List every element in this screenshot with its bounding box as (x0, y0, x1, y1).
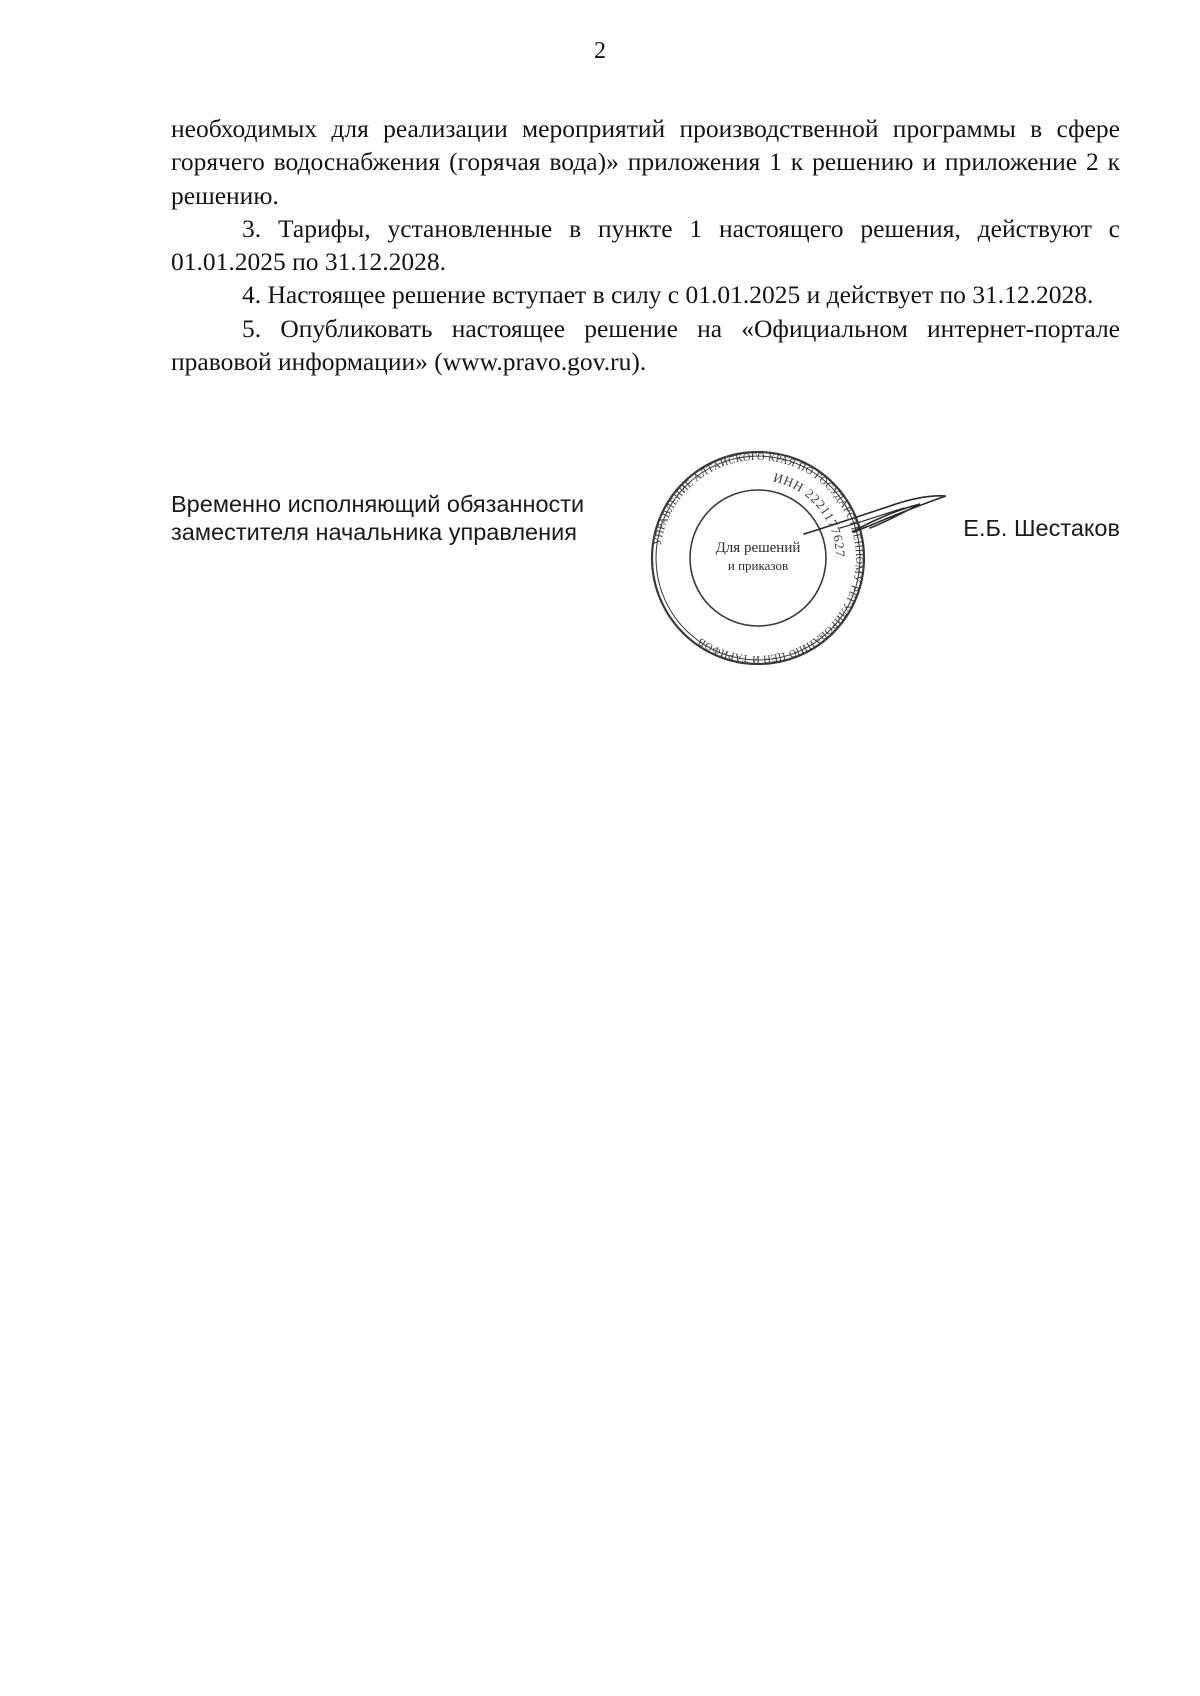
handwritten-signature (800, 488, 950, 548)
official-seal-stamp (648, 448, 868, 668)
document-body (171, 112, 1120, 378)
signer-name: Е.Б. Шестаков (963, 515, 1120, 541)
paragraph-item-4: 4. Настоящее решение вступает в силу с 01.01.2025 и действует по 31.12.2028. (242, 280, 1094, 310)
page-number: 2 (594, 38, 606, 64)
signature-block (171, 490, 1120, 670)
signer-position-line-2: заместителя начальника управления (171, 519, 577, 545)
seal-center-line-2: и приказов (727, 558, 789, 573)
signer-position (171, 490, 584, 546)
seal-inn-text: ИНН 2221177627 (771, 469, 849, 558)
paragraph-item-5: 5. Опубликовать настоящее решение на «Официальном интернет-портале правовой информации» (www.pravo.gov.ru). (171, 313, 1120, 377)
paragraph-continuation: необходимых для реализации мероприятий производственной программы в сфере горячего водоснабжения (горячая вода)» приложения 1 к решению и приложение 2 к решению. (171, 114, 1120, 210)
paragraph-item-3: 3. Тарифы, установленные в пункте 1 настоящего решения, действуют с 01.01.2025 по 31.12.2028. (171, 213, 1120, 277)
signer-position-line-1: Временно исполняющий обязанности (171, 491, 585, 517)
seal-outer-text: УПРАВЛЕНИЕ АЛТАЙСКОГО КРАЯ ПО ГОСУДАРСТВЕННОМУ РЕГУЛИРОВАНИЮ ЦЕН И ТАРИФОВ (652, 451, 865, 665)
seal-center-line-1: Для решений (715, 540, 801, 556)
